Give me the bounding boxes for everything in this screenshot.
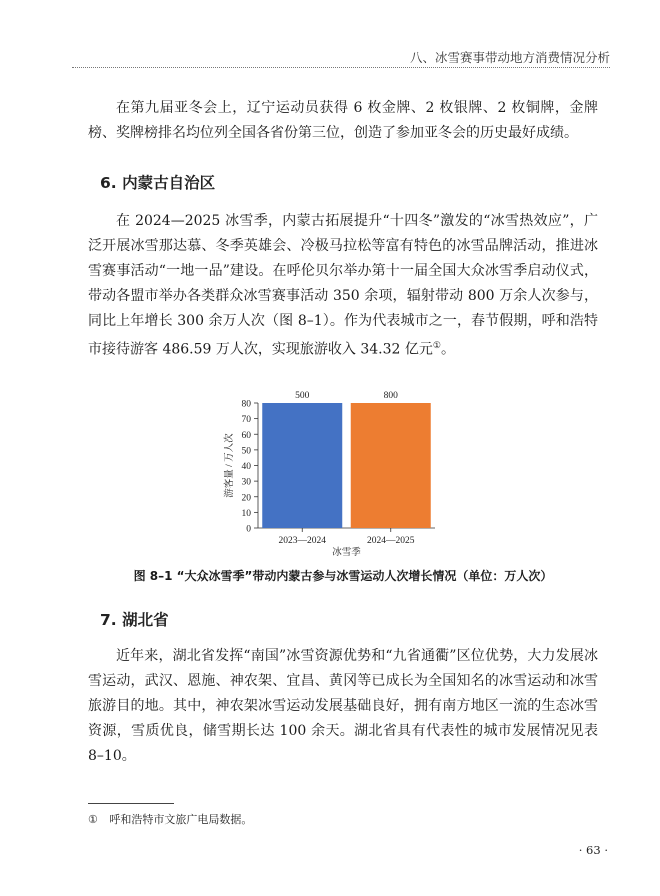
x-axis-title: 冰雪季 <box>332 548 361 558</box>
y-tick-label: 60 <box>241 430 251 441</box>
y-tick-label: 30 <box>241 477 251 488</box>
bar <box>262 403 342 528</box>
section-heading-inner-mongolia: 6. 内蒙古自治区 <box>100 174 216 192</box>
footnote <box>88 811 252 827</box>
running-header: 八、冰雪赛事带动地方消费情况分析 <box>409 50 610 65</box>
bar <box>351 403 431 528</box>
footnote-marker: ① <box>88 813 98 826</box>
figure-8-1 <box>190 383 450 558</box>
section-heading-hubei: 7. 湖北省 <box>100 611 169 629</box>
data-label: 500 <box>295 391 310 401</box>
footnote-reference: ① <box>432 341 441 351</box>
data-label: 800 <box>383 391 398 401</box>
header-divider <box>72 67 610 68</box>
x-tick-label: 2024—2025 <box>367 536 415 546</box>
y-tick-label: 40 <box>241 462 251 472</box>
footnote-text: 呼和浩特市文旅广电局数据。 <box>109 813 253 826</box>
x-tick-label: 2023—2024 <box>278 536 326 546</box>
bar-chart <box>190 383 450 558</box>
footnote-divider <box>88 803 174 804</box>
paragraph-inner-mongolia-text: 在 2024—2025 冰雪季，内蒙古拓展提升“十四冬”激发的“冰雪热效应”，广泛开展冰雪那达慕、冬季英雄会、冷极马拉松等富有特色的冰雪品牌活动，推进冰雪赛事活动“一地一品”建设。在呼伦贝尔举办第十一届全国大众冰雪季启动仪式，带动各盟市举办各类群众冰雪赛事活动 350 余项，辐射带动 800 万余人次参与，同比上年增长 300 余万人次（图 8–1）。作为代表城市之一，春节假期，呼和浩特市接待游客 486.59 万人次，实现旅游收入 34.32 亿元 <box>88 213 598 358</box>
y-tick-label: 10 <box>241 508 251 519</box>
page-number: · 63 · <box>578 843 608 857</box>
figure-caption: 图 8–1 “大众冰雪季”带动内蒙古参与冰雪运动人次增长情况（单位：万人次） <box>133 569 553 583</box>
paragraph-inner-mongolia <box>88 209 598 363</box>
paragraph-inner-mongolia-end: 。 <box>440 341 455 358</box>
paragraph-liaoning: 在第九届亚冬会上，辽宁运动员获得 6 枚金牌、2 枚银牌、2 枚铜牌，金牌榜、奖牌榜排名均位列全国各省份第三位，创造了参加亚冬会的历史最好成绩。 <box>88 100 598 141</box>
y-tick-label: 80 <box>241 399 251 410</box>
y-tick-label: 70 <box>241 415 251 426</box>
y-tick-label: 50 <box>241 446 251 457</box>
paragraph-hubei: 近年来，湖北省发挥“南国”冰雪资源优势和“九省通衢”区位优势，大力发展冰雪运动，武汉、恩施、神农架、宜昌、黄冈等已成长为全国知名的冰雪运动和冰雪旅游目的地。其中，神农架冰雪运动发展基础良好，拥有南方地区一流的生态冰雪资源，雪质优良，储雪期长达 100 余天。湖北省具有代表性的城市发展情况见表 8–10。 <box>88 648 598 764</box>
y-axis-title: 游客量 / 万人次 <box>225 433 235 498</box>
y-tick-label: 0 <box>246 524 251 535</box>
y-tick-label: 20 <box>241 493 251 504</box>
